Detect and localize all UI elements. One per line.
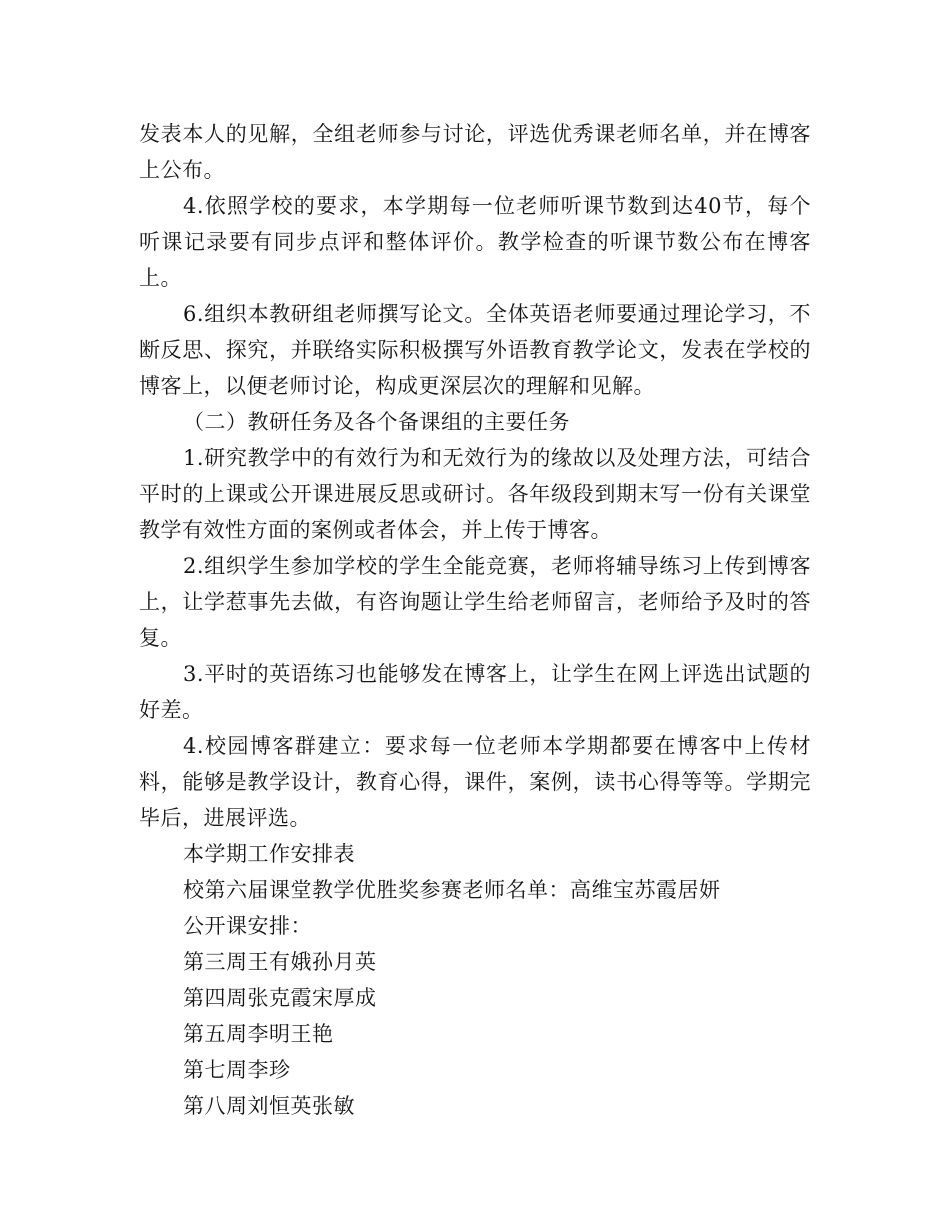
paragraph-task-4: 4.校园博客群建立：要求每一位老师本学期都要在博客中上传材料，能够是教学设计，教育心得，课件，案例，读书心得等等。学期完毕后，进展评选。 <box>139 734 811 830</box>
week-entry: 第五周李明王艳 <box>183 1022 334 1046</box>
document-body <box>139 116 811 1124</box>
week-entry: 第三周王有娥孙月英 <box>183 950 377 974</box>
week-entry: 第七周李珍 <box>183 1058 291 1082</box>
paragraph-paper-writing: 6.组织本教研组老师撰写论文。全体英语老师要通过理论学习，不断反思、探究，并联络实际积极撰写外语教育教学论文，发表在学校的博客上，以便老师讨论，构成更深层次的理解和见解。 <box>139 302 811 398</box>
paragraph-task-3: 3.平时的英语练习也能够发在博客上，让学生在网上评选出试题的好差。 <box>139 662 811 722</box>
paragraph-task-1: 1.研究教学中的有效行为和无效行为的缘故以及处理方法，可结合平时的上课或公开课进展反思或研讨。各年级段到期末写一份有关课堂教学有效性方面的案例或者体会，并上传于博客。 <box>139 446 811 542</box>
paragraph-continuation: 发表本人的见解，全组老师参与讨论，评选优秀课老师名单，并在博客上公布。 <box>139 122 811 182</box>
contest-participants: 校第六届课堂教学优胜奖参赛老师名单：高维宝苏霞居妍 <box>183 878 721 902</box>
paragraph-lecture-count: 4.依照学校的要求，本学期每一位老师听课节数到达40节，每个听课记录要有同步点评和整体评价。教学检查的听课节数公布在博客上。 <box>139 194 811 290</box>
open-class-heading: 公开课安排： <box>183 914 312 938</box>
schedule-title: 本学期工作安排表 <box>183 842 355 866</box>
week-entry: 第四周张克霞宋厚成 <box>183 986 377 1010</box>
week-entry: 第八周刘恒英张敏 <box>183 1094 355 1118</box>
section-heading-tasks: （二）教研任务及各个备课组的主要任务 <box>183 410 570 434</box>
paragraph-task-2: 2.组织学生参加学校的学生全能竞赛，老师将辅导练习上传到博客上，让学惹事先去做，有咨询题让学生给老师留言，老师给予及时的答复。 <box>139 554 811 650</box>
